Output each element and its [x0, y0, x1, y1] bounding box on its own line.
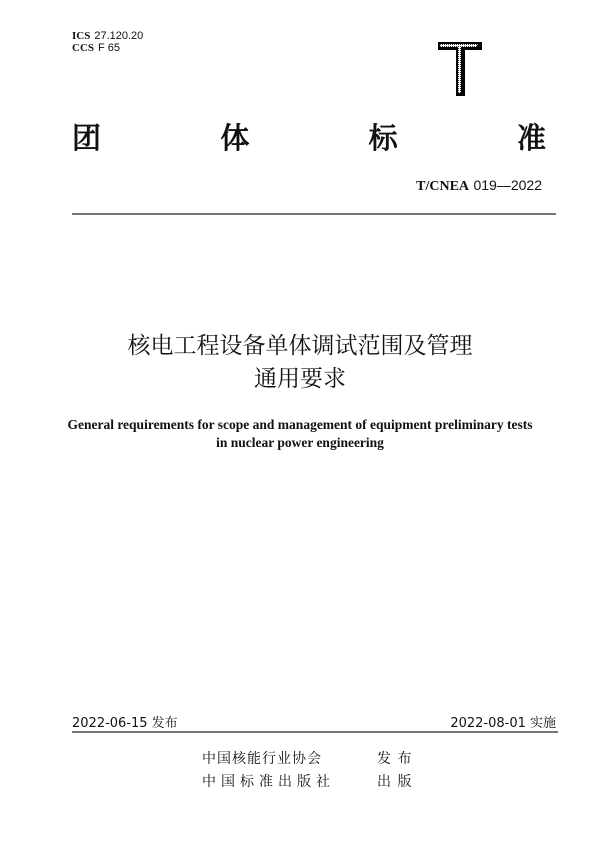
- publishers: [202, 748, 412, 794]
- title-zh-line: 通用要求: [254, 366, 346, 392]
- title-zh-line: 核电工程设备单体调试范围及管理: [127, 333, 473, 359]
- heading-char: 准: [516, 121, 546, 155]
- top-divider: [72, 213, 556, 215]
- implementation-date: 2022-08-01 实施: [450, 716, 556, 731]
- publisher-row: 中国核能行业协会 发 布: [202, 751, 413, 767]
- heading-char: 体: [220, 121, 250, 155]
- title-english: [0, 416, 600, 452]
- ics-code: ICS 27.120.20: [72, 30, 144, 42]
- issue-date: 2022-06-15 发布: [72, 716, 178, 731]
- title-chinese: [0, 330, 600, 396]
- title-en-line: in nuclear power engineering: [216, 435, 384, 450]
- classification-codes: [72, 30, 143, 54]
- bottom-divider: [72, 731, 558, 733]
- standard-code: T/CNEA 019—2022: [416, 177, 542, 194]
- heading-char: 团: [72, 121, 102, 155]
- publisher-row: 中国标准出版社 出 版: [202, 774, 413, 790]
- heading-char: 标: [368, 121, 398, 155]
- standard-t-logo: [436, 40, 484, 98]
- title-en-line: General requirements for scope and management of equipment preliminary tests: [67, 417, 533, 432]
- ccs-code: CCS F 65: [72, 42, 121, 54]
- document-type-heading: [72, 120, 546, 156]
